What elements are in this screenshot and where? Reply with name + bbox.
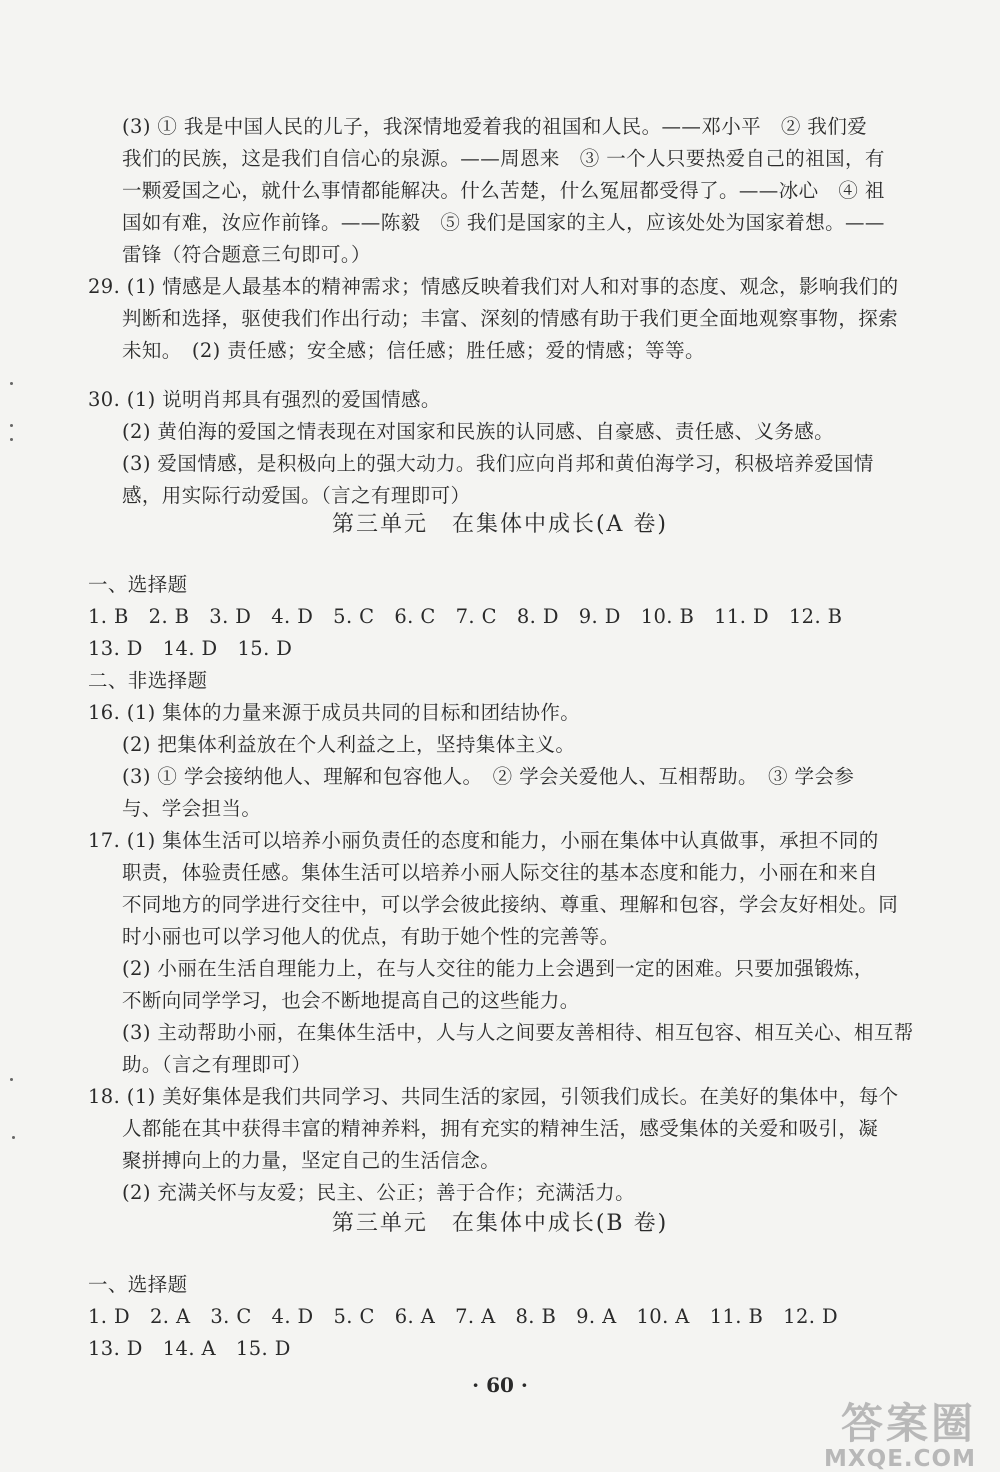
text-line: 二、非选择题 [88, 669, 208, 692]
section-heading: 第三单元 在集体中成长(A 卷) [331, 512, 669, 537]
watermark [824, 1399, 976, 1472]
page-number: · 60 · [472, 1373, 528, 1397]
text-line: 17. (1) 集体生活可以培养小丽负责任的态度和能力，小丽在集体中认真做事，承担不同的 [88, 829, 879, 852]
text-line: 判断和选择，驱使我们作出行动；丰富、深刻的情感有助于我们更全面地观察事物，探索 [122, 307, 899, 330]
text-line: 未知。 (2) 责任感；安全感；信任感；胜任感；爱的情感；等等。 [122, 339, 705, 362]
text-line: 一颗爱国之心，就什么事情都能解决。什么苦楚，什么冤屈都受得了。——冰心 ④ 祖 [122, 179, 885, 202]
text-line: (3) 爱国情感，是积极向上的强大动力。我们应向肖邦和黄伯海学习，积极培养爱国情 [122, 452, 874, 475]
text-line: 时小丽也可以学习他人的优点，有助于她个性的完善等。 [122, 925, 620, 948]
text-line: (3) ① 我是中国人民的儿子，我深情地爱着我的祖国和人民。——邓小平 ② 我们爱 [122, 115, 868, 138]
text-line: 聚拼搏向上的力量，坚定自己的生活信念。 [122, 1149, 501, 1172]
text-line: 18. (1) 美好集体是我们共同学习、共同生活的家园，引领我们成长。在美好的集体中，每个 [88, 1085, 899, 1108]
text-line: 职责，体验责任感。集体生活可以培养小丽人际交往的基本态度和能力，小丽在和来自 [122, 861, 879, 884]
text-line: 一、选择题 [88, 1273, 188, 1296]
text-line: (3) 主动帮助小丽，在集体生活中，人与人之间要友善相待、相互包容、相互关心、相互帮 [122, 1021, 914, 1044]
text-line: 16. (1) 集体的力量来源于成员共同的目标和团结协作。 [88, 701, 581, 724]
text-line: 雷锋（符合题意三句即可。） [122, 243, 371, 266]
text-line: 不同地方的同学进行交往中，可以学会彼此接纳、尊重、理解和包容，学会友好相处。同 [122, 893, 899, 916]
text-line: 1. B 2. B 3. D 4. D 5. C 6. C 7. C 8. D 9. D 10. B 11. D 12. B [88, 605, 843, 628]
scan-speck [10, 438, 13, 441]
text-line: (3) ① 学会接纳他人、理解和包容他人。 ② 学会关爱他人、互相帮助。 ③ 学会参 [122, 765, 855, 788]
scan-speck [10, 382, 13, 385]
text-line: 感，用实际行动爱国。（言之有理即可） [122, 484, 471, 507]
text-line: 13. D 14. A 15. D [88, 1337, 291, 1360]
section-heading: 第三单元 在集体中成长(B 卷) [331, 1211, 669, 1236]
scan-speck [10, 1078, 13, 1081]
watermark-url: MXQE.COM [824, 1446, 976, 1472]
text-line: (2) 把集体利益放在个人利益之上，坚持集体主义。 [122, 733, 576, 756]
watermark-logo: 答案圈 [840, 1399, 976, 1448]
text-line: 不断向同学学习，也会不断地提高自己的这些能力。 [122, 989, 580, 1012]
scan-speck [12, 1136, 15, 1139]
text-line: (2) 充满关怀与友爱；民主、公正；善于合作；充满活力。 [122, 1181, 636, 1204]
text-line: 国如有难，汝应作前锋。——陈毅 ⑤ 我们是国家的主人，应该处处为国家着想。—— [122, 211, 885, 234]
text-line: 人都能在其中获得丰富的精神养料，拥有充实的精神生活，感受集体的关爱和吸引，凝 [122, 1117, 879, 1140]
text-line: 30. (1) 说明肖邦具有强烈的爱国情感。 [88, 388, 441, 411]
text-line: 与、学会担当。 [122, 797, 262, 820]
text-line: (2) 黄伯海的爱国之情表现在对国家和民族的认同感、自豪感、责任感、义务感。 [122, 420, 835, 443]
scan-speck [10, 424, 13, 427]
text-line: 一、选择题 [88, 573, 188, 596]
text-line: 13. D 14. D 15. D [88, 637, 293, 660]
text-line: 1. D 2. A 3. C 4. D 5. C 6. A 7. A 8. B 9. A 10. A 11. B 12. D [88, 1305, 838, 1328]
text-line: 助。（言之有理即可） [122, 1053, 312, 1076]
text-line: (2) 小丽在生活自理能力上，在与人交往的能力上会遇到一定的困难。只要加强锻炼， [122, 957, 874, 980]
text-line: 29. (1) 情感是人最基本的精神需求；情感反映着我们对人和对事的态度、观念，影响我们的 [88, 275, 899, 298]
text-line: 我们的民族，这是我们自信心的泉源。——周恩来 ③ 一个人只要热爱自己的祖国，有 [122, 147, 885, 170]
